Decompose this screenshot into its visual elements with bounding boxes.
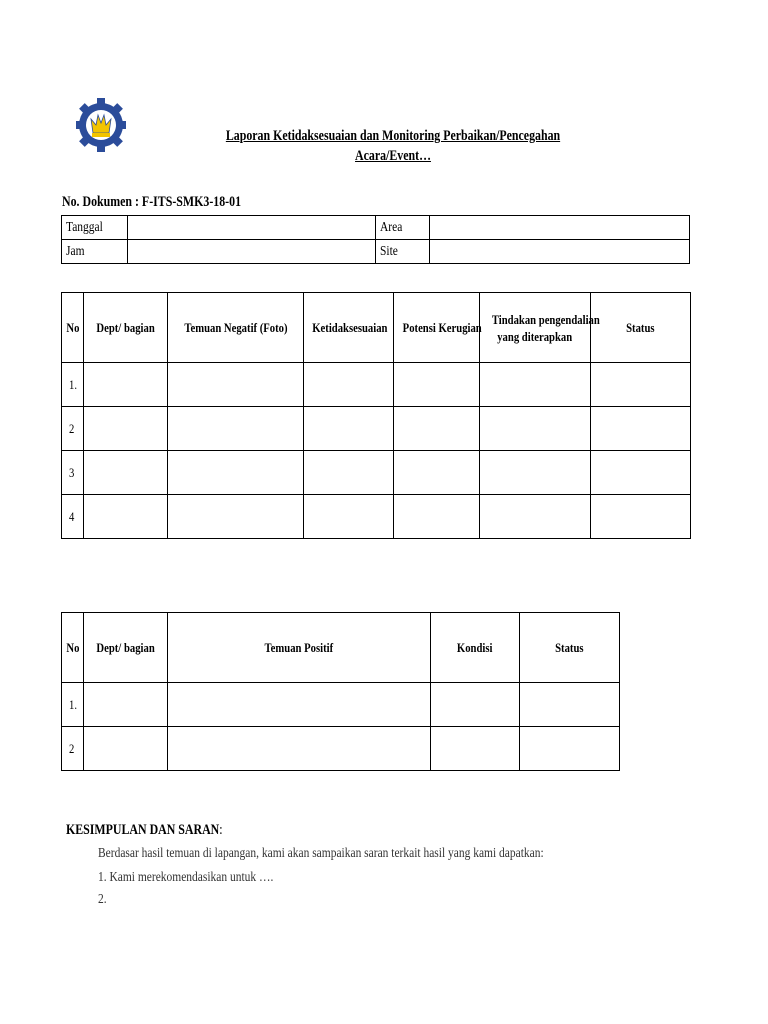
cell[interactable] — [394, 363, 480, 407]
cell[interactable] — [591, 363, 691, 407]
conclusion-heading — [66, 822, 257, 839]
cell[interactable] — [304, 451, 394, 495]
conclusion-colon: : — [219, 822, 223, 838]
site-label: Site — [376, 240, 430, 264]
cell[interactable] — [591, 407, 691, 451]
document-number: No. Dokumen : F-ITS-SMK3-18-01 — [62, 194, 242, 210]
jam-field[interactable] — [128, 240, 376, 264]
jam-label: Jam — [62, 240, 128, 264]
cell[interactable] — [304, 407, 394, 451]
header-temuan-negatif: Temuan Negatif (Foto) — [168, 293, 304, 363]
tanggal-field[interactable] — [128, 216, 376, 240]
row-number: 4 — [62, 495, 84, 539]
tanggal-label: Tanggal — [62, 216, 128, 240]
header-kondisi: Kondisi — [431, 613, 520, 683]
conclusion-paragraph: Berdasar hasil temuan di lapangan, kami akan sampaikan saran terkait hasil yang kami dapatkan: — [98, 846, 544, 861]
area-field[interactable] — [430, 216, 690, 240]
cell[interactable] — [304, 363, 394, 407]
info-row-jam — [62, 240, 690, 264]
cell[interactable] — [480, 363, 591, 407]
cell[interactable] — [394, 451, 480, 495]
title-line-1: Laporan Ketidaksesuaian dan Monitoring Perbaikan/Pencegahan — [225, 128, 561, 144]
header-ketidaksesuaian: Ketidaksesuaian — [304, 293, 394, 363]
cell[interactable] — [168, 495, 304, 539]
header-status: Status — [591, 293, 691, 363]
cell[interactable] — [84, 495, 168, 539]
cell[interactable] — [480, 407, 591, 451]
cell[interactable] — [431, 683, 520, 727]
header-temuan-positif: Temuan Positif — [168, 613, 431, 683]
info-row-tanggal — [62, 216, 690, 240]
cell[interactable] — [84, 727, 168, 771]
title-line-2: Acara/Event… — [355, 148, 431, 164]
cell[interactable] — [84, 451, 168, 495]
header-dept: Dept/ bagian — [84, 293, 168, 363]
document-title — [170, 126, 616, 166]
table-row — [62, 495, 691, 539]
area-label: Area — [376, 216, 430, 240]
header-tindakan: Tindakan pengendalian yang diterapkan — [480, 293, 591, 363]
cell[interactable] — [431, 727, 520, 771]
header-potensi-kerugian: Potensi Kerugian — [394, 293, 480, 363]
cell[interactable] — [168, 727, 431, 771]
table-row — [62, 683, 620, 727]
cell[interactable] — [480, 451, 591, 495]
cell[interactable] — [84, 363, 168, 407]
cell[interactable] — [304, 495, 394, 539]
header-status: Status — [520, 613, 620, 683]
site-field[interactable] — [430, 240, 690, 264]
cell[interactable] — [520, 683, 620, 727]
table-row — [62, 727, 620, 771]
header-dept: Dept/ bagian — [84, 613, 168, 683]
conclusion-heading-text: KESIMPULAN DAN SARAN — [66, 822, 220, 838]
list-item: 1. Kami merekomendasikan untuk …. — [98, 870, 274, 885]
cell[interactable] — [84, 683, 168, 727]
cell[interactable] — [168, 451, 304, 495]
header-no: No — [62, 613, 84, 683]
table-row — [62, 363, 691, 407]
row-number: 2 — [62, 727, 84, 771]
row-number: 1. — [62, 683, 84, 727]
cell[interactable] — [168, 407, 304, 451]
cell[interactable] — [394, 495, 480, 539]
cell[interactable] — [84, 407, 168, 451]
table-row — [62, 407, 691, 451]
table-row — [62, 451, 691, 495]
cell[interactable] — [168, 683, 431, 727]
negative-findings-table — [61, 292, 691, 539]
header-no: No — [62, 293, 84, 363]
row-number: 1. — [62, 363, 84, 407]
list-item: 2. — [98, 892, 107, 907]
cell[interactable] — [591, 451, 691, 495]
row-number: 3 — [62, 451, 84, 495]
institution-logo-icon — [76, 84, 126, 166]
cell[interactable] — [394, 407, 480, 451]
row-number: 2 — [62, 407, 84, 451]
cell[interactable] — [591, 495, 691, 539]
cell[interactable] — [520, 727, 620, 771]
table-header-row — [62, 613, 620, 683]
table-header-row — [62, 293, 691, 363]
cell[interactable] — [168, 363, 304, 407]
cell[interactable] — [480, 495, 591, 539]
positive-findings-table — [61, 612, 620, 771]
info-table — [61, 215, 690, 264]
